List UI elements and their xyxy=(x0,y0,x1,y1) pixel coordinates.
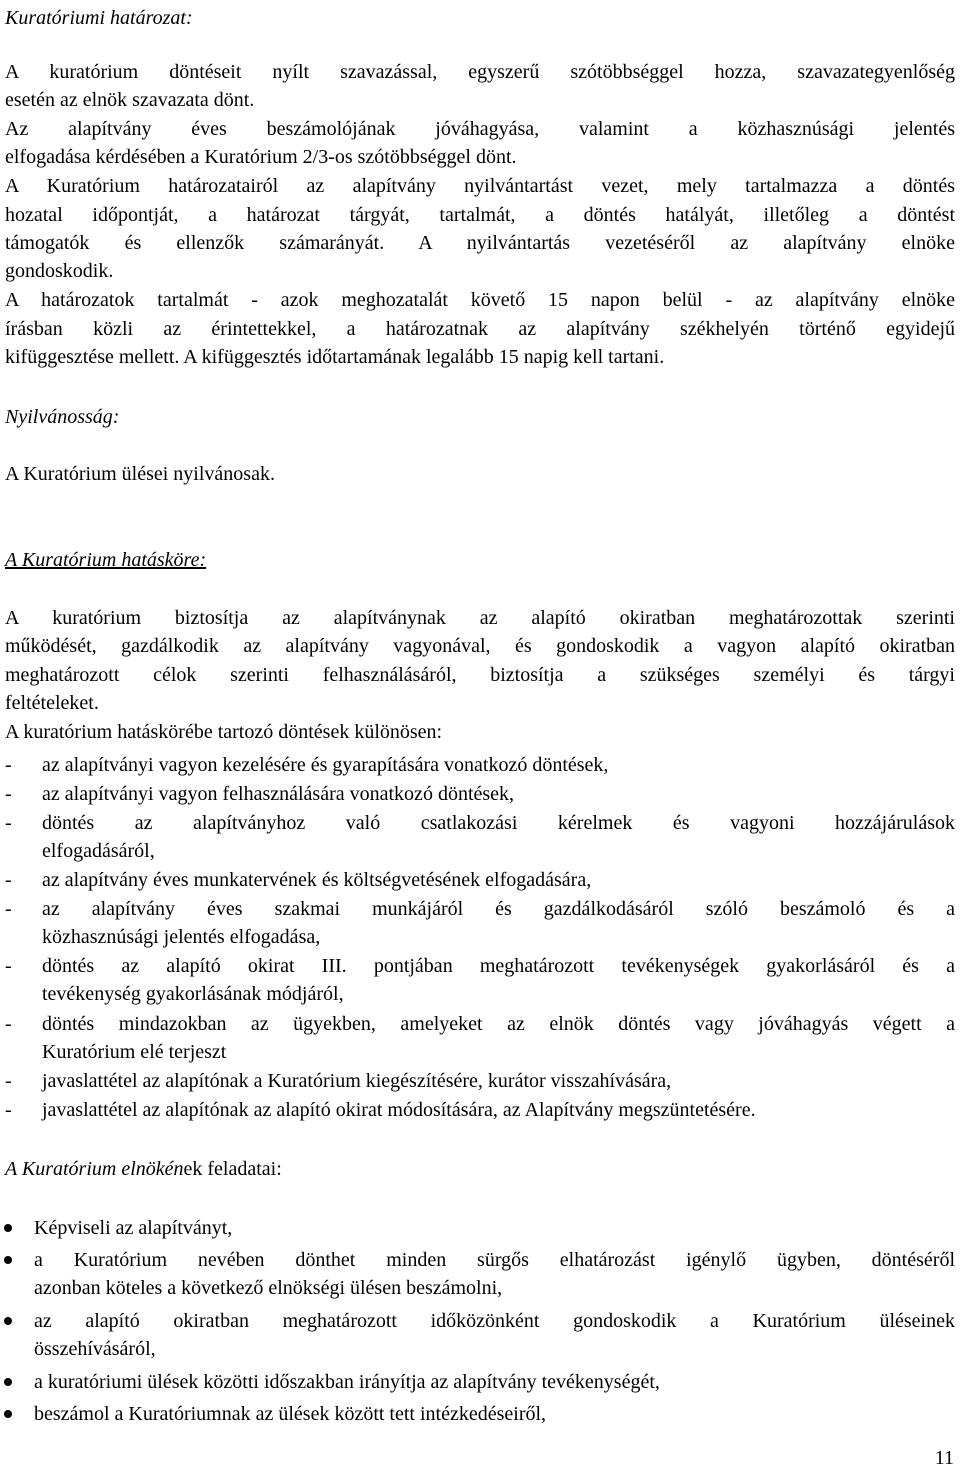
hatarozat-line: Az alapítvány éves beszámolójának jóváhagyása, valamint a közhasznúsági jelentés xyxy=(5,118,955,140)
dash-item: az alapítvány éves szakmai munkájáról és gazdálkodásáról szóló beszámoló és a xyxy=(42,898,955,920)
hatarozat-line: támogatók és ellenzők számarányát. A nyilvántartás vezetéséről az alapítvány elnöke xyxy=(5,232,955,254)
dash-item: az alapítvány éves munkatervének és költségvetésének elfogadására, xyxy=(42,869,592,891)
bullet-dot xyxy=(4,1410,12,1418)
bullet-item: beszámol a Kuratóriumnak az ülések között tett intézkedéseiről, xyxy=(34,1403,547,1425)
hataskor-line: feltételeket. xyxy=(5,692,99,714)
hataskor-line: A kuratórium biztosítja az alapítványnak az alapító okiratban meghatározottak szerinti xyxy=(5,607,955,629)
bullet-item: Képviseli az alapítványt, xyxy=(34,1217,233,1239)
bullet-dot xyxy=(4,1256,12,1264)
dash-marker: - xyxy=(5,783,12,805)
bullet-item-cont: azonban köteles a következő elnökségi ülésen beszámolni, xyxy=(34,1277,503,1299)
dash-item-cont: közhasznúsági jelentés elfogadása, xyxy=(42,926,321,948)
dash-marker: - xyxy=(5,1099,12,1121)
bullet-dot xyxy=(4,1224,12,1232)
heading-nyilvanossag: Nyilvánosság: xyxy=(5,406,120,428)
heading-elnok-feladatai xyxy=(5,1157,955,1181)
dash-item: döntés az alapítványhoz való csatlakozási kérelmek és vagyoni hozzájárulások xyxy=(42,812,955,834)
heading-elnok-part2: ek feladatai: xyxy=(183,1158,282,1180)
dash-item: az alapítványi vagyon kezelésére és gyarapítására vonatkozó döntések, xyxy=(42,754,609,776)
bullet-item: a Kuratórium nevében dönthet minden sürgős elhatározást igénylő ügyben, döntéséről xyxy=(34,1249,955,1271)
hatarozat-line: A Kuratórium határozatairól az alapítvány nyilvántartást vezet, mely tartalmazza a döntés xyxy=(5,175,955,197)
page-number: 11 xyxy=(934,1447,954,1469)
hatarozat-line: kifüggesztése mellett. A kifüggesztés időtartamának legalább 15 napig kell tartani. xyxy=(5,346,665,368)
dash-marker: - xyxy=(5,1070,12,1092)
bullet-dot xyxy=(4,1378,12,1386)
heading-elnok-part1: A Kuratórium elnökén xyxy=(5,1158,184,1180)
dash-marker: - xyxy=(5,1013,12,1035)
nyilvanossag-text: A Kuratórium ülései nyilvánosak. xyxy=(5,463,275,485)
bullet-dot xyxy=(4,1317,12,1325)
dash-marker: - xyxy=(5,812,12,834)
hatarozat-line: esetén az elnök szavazata dönt. xyxy=(5,89,255,111)
hataskor-line: meghatározott célok szerinti felhasználásáról, biztosítja a szükséges személyi és tárgyi xyxy=(5,664,955,686)
heading-hataskor: A Kuratórium hatásköre: xyxy=(5,549,207,571)
dash-marker: - xyxy=(5,898,12,920)
hataskor-line: A kuratórium hatáskörébe tartozó döntések különösen: xyxy=(5,721,443,743)
dash-item: javaslattétel az alapítónak az alapító okirat módosítására, az Alapítvány megszüntetésére. xyxy=(42,1099,756,1121)
dash-item: döntés az alapító okirat III. pontjában meghatározott tevékenységek gyakorlásáról és a xyxy=(42,955,955,977)
dash-item-cont: tevékenység gyakorlásának módjáról, xyxy=(42,983,344,1005)
dash-item-cont: elfogadásáról, xyxy=(42,840,155,862)
hatarozat-line: hozatal időpontját, a határozat tárgyát, tartalmát, a döntés hatályát, illetőleg a döntést xyxy=(5,204,955,226)
dash-marker: - xyxy=(5,955,12,977)
hatarozat-line: gondoskodik. xyxy=(5,260,114,282)
bullet-item-cont: összehívásáról, xyxy=(34,1338,156,1360)
dash-marker: - xyxy=(5,754,12,776)
hataskor-line: működését, gazdálkodik az alapítvány vagyonával, és gondoskodik a vagyon alapító okiratban xyxy=(5,635,955,657)
dash-item: az alapítványi vagyon felhasználására vonatkozó döntések, xyxy=(42,783,515,805)
heading-kuratoriumi-hatarozat: Kuratóriumi határozat: xyxy=(5,7,193,29)
bullet-item: a kuratóriumi ülések közötti időszakban irányítja az alapítvány tevékenységét, xyxy=(34,1371,660,1393)
hatarozat-line: A kuratórium döntéseit nyílt szavazással, egyszerű szótöbbséggel hozza, szavazategyenlőség xyxy=(5,61,955,83)
dash-marker: - xyxy=(5,869,12,891)
dash-item: javaslattétel az alapítónak a Kuratórium kiegészítésére, kurátor visszahívására, xyxy=(42,1070,672,1092)
hatarozat-line: A határozatok tartalmát - azok meghozatalát követő 15 napon belül - az alapítvány elnöke xyxy=(5,289,955,311)
hatarozat-line: írásban közli az érintettekkel, a határozatnak az alapítvány székhelyén történő egyidejű xyxy=(5,318,955,340)
hatarozat-line: elfogadása kérdésében a Kuratórium 2/3-os szótöbbséggel dönt. xyxy=(5,146,517,168)
dash-item-cont: Kuratórium elé terjeszt xyxy=(42,1041,227,1063)
bullet-item: az alapító okiratban meghatározott időközönként gondoskodik a Kuratórium üléseinek xyxy=(34,1310,955,1332)
dash-item: döntés mindazokban az ügyekben, amelyeket az elnök döntés vagy jóváhagyás végett a xyxy=(42,1013,955,1035)
